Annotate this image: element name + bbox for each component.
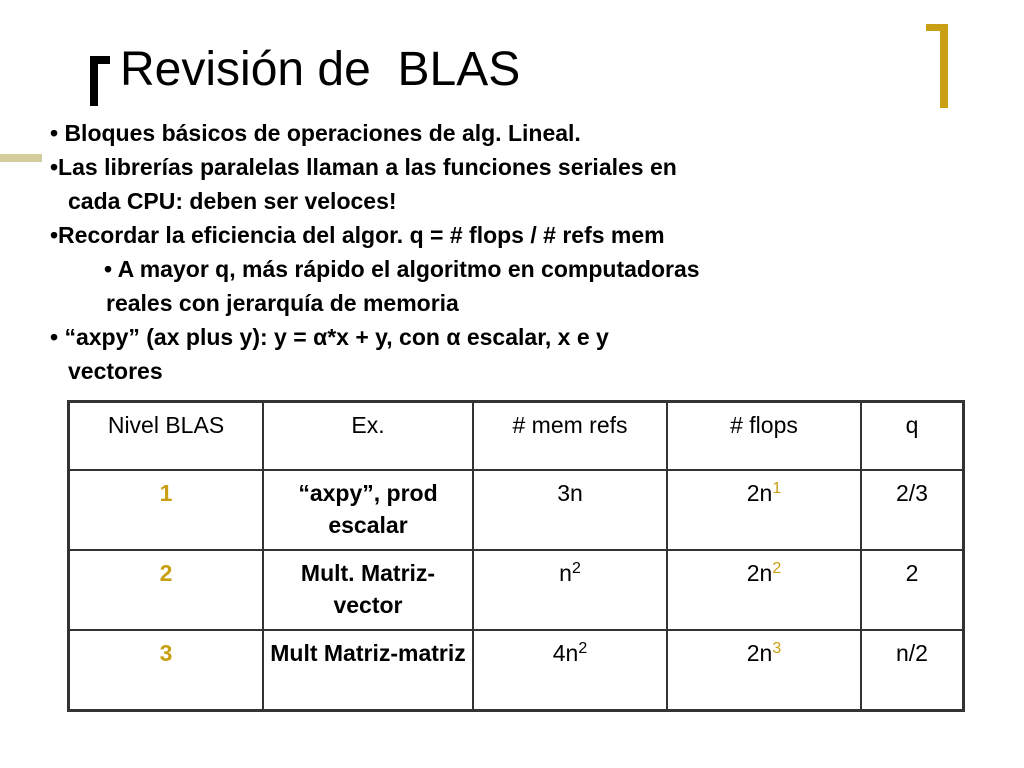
cell-level: 2: [69, 550, 264, 630]
table-header-row: [69, 402, 964, 471]
table-row: [69, 630, 964, 711]
cell-q: 2/3: [861, 470, 964, 550]
cell-mem-refs: [473, 550, 667, 630]
header-ex: Ex.: [263, 402, 473, 471]
alpha-symbol: α: [446, 324, 461, 350]
mem-exponent: 2: [571, 560, 581, 577]
bullet-4-part-a: • “axpy” (ax plus y): y =: [50, 324, 314, 350]
cell-flops: [667, 470, 861, 550]
mem-base: 3n: [557, 480, 583, 506]
cell-q: n/2: [861, 630, 964, 711]
slide-title: Revisión de BLAS: [120, 43, 521, 96]
cell-flops: [667, 550, 861, 630]
header-nivel-blas: Nivel BLAS: [69, 402, 264, 471]
mem-exponent: 2: [578, 640, 588, 657]
bullet-list: [50, 116, 920, 388]
flops-base: 2n: [746, 560, 773, 586]
bullet-4: [50, 320, 920, 354]
table-row: [69, 550, 964, 630]
blas-levels-table: [67, 400, 965, 712]
right-bracket-decoration: [926, 24, 948, 108]
sub-bullet-1: • A mayor q, más rápido el algoritmo en computadoras: [104, 256, 700, 282]
bullet-4-part-c: escalar, x e y: [460, 324, 609, 350]
flops-exponent: 2: [772, 560, 782, 577]
bullet-2: •Las librerías paralelas llaman a las funciones seriales en: [50, 154, 677, 180]
flops-base: 2n: [746, 640, 773, 666]
alpha-symbol: α: [313, 324, 328, 350]
side-accent-bar: [0, 154, 42, 162]
flops-exponent: 1: [772, 480, 782, 497]
flops-exponent: 3: [772, 640, 782, 657]
sub-bullet-1-continued: reales con jerarquía de memoria: [106, 290, 459, 316]
mem-base: 4n: [552, 640, 579, 666]
cell-example: Mult Matriz-matriz: [263, 630, 473, 711]
bullet-2-continued: cada CPU: deben ser veloces!: [68, 188, 397, 214]
cell-mem-refs: [473, 630, 667, 711]
table-row: [69, 470, 964, 550]
flops-base: 2n: [746, 480, 773, 506]
bullet-4-part-b: *x + y, con: [327, 324, 447, 350]
cell-example: “axpy”, prod escalar: [263, 470, 473, 550]
cell-flops: [667, 630, 861, 711]
bullet-4-continued: vectores: [68, 358, 163, 384]
header-q: q: [861, 402, 964, 471]
cell-q: 2: [861, 550, 964, 630]
header-flops: # flops: [667, 402, 861, 471]
mem-base: n: [559, 560, 572, 586]
title-left-bracket-decoration: [90, 56, 110, 106]
bullet-3: •Recordar la eficiencia del algor. q = # flops / # refs mem: [50, 222, 665, 248]
cell-level: 3: [69, 630, 264, 711]
header-mem-refs: # mem refs: [473, 402, 667, 471]
bullet-1: • Bloques básicos de operaciones de alg. Lineal.: [50, 120, 581, 146]
cell-level: 1: [69, 470, 264, 550]
cell-mem-refs: [473, 470, 667, 550]
cell-example: Mult. Matriz-vector: [263, 550, 473, 630]
